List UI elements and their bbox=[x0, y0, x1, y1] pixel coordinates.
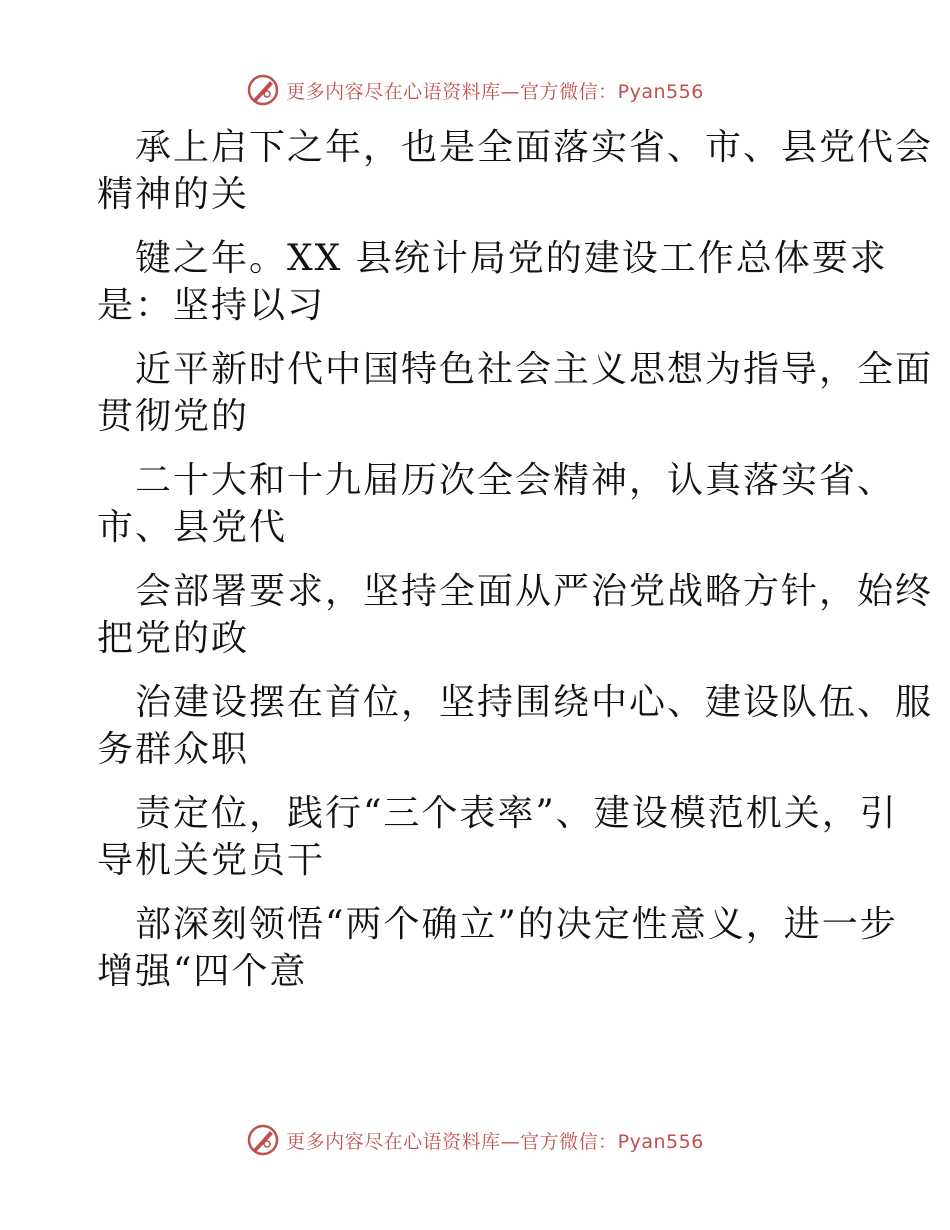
paragraph-line: 精神的关 bbox=[97, 174, 250, 215]
paragraph-line: 责定位，践行“三个表率”、建设模范机关，引 bbox=[135, 793, 898, 834]
paragraph bbox=[97, 790, 898, 884]
paragraph bbox=[97, 901, 898, 995]
footer-banner-text: 更多内容尽在心语资料库—官方微信：Pyan556 bbox=[286, 1130, 704, 1153]
paragraph-line: 增强“四个意 bbox=[97, 951, 308, 992]
paragraph-line: 是：坚持以习 bbox=[97, 285, 326, 326]
paragraph-line: 贯彻党的 bbox=[97, 396, 250, 437]
paragraph-line: 把党的政 bbox=[97, 618, 250, 659]
paragraph bbox=[97, 457, 896, 551]
header-banner bbox=[0, 72, 950, 108]
paragraph-line: 键之年。XX 县统计局党的建设工作总体要求 bbox=[135, 238, 888, 279]
paragraph-line: 承上启下之年，也是全面落实省、市、县党代会 bbox=[135, 127, 934, 168]
paragraph-line: 治建设摆在首位，坚持围绕中心、建设队伍、服 bbox=[135, 682, 934, 723]
paragraph-line: 部深刻领悟“两个确立”的决定性意义，进一步 bbox=[135, 904, 898, 945]
document-body bbox=[97, 124, 934, 1012]
paragraph bbox=[97, 235, 888, 329]
paragraph-line: 近平新时代中国特色社会主义思想为指导，全面 bbox=[135, 349, 934, 390]
quill-logo-icon bbox=[246, 73, 280, 107]
paragraph bbox=[97, 124, 934, 218]
header-banner-text: 更多内容尽在心语资料库—官方微信：Pyan556 bbox=[286, 80, 704, 103]
footer-banner bbox=[0, 1122, 950, 1158]
paragraph bbox=[97, 568, 934, 662]
paragraph-line: 务群众职 bbox=[97, 729, 250, 770]
quill-logo-icon bbox=[246, 1123, 280, 1157]
paragraph-line: 二十大和十九届历次全会精神，认真落实省、 bbox=[135, 460, 896, 501]
paragraph bbox=[97, 679, 934, 773]
paragraph-line: 导机关党员干 bbox=[97, 840, 326, 881]
paragraph bbox=[97, 346, 934, 440]
paragraph-line: 会部署要求，坚持全面从严治党战略方针，始终 bbox=[135, 571, 934, 612]
paragraph-line: 市、县党代 bbox=[97, 507, 288, 548]
